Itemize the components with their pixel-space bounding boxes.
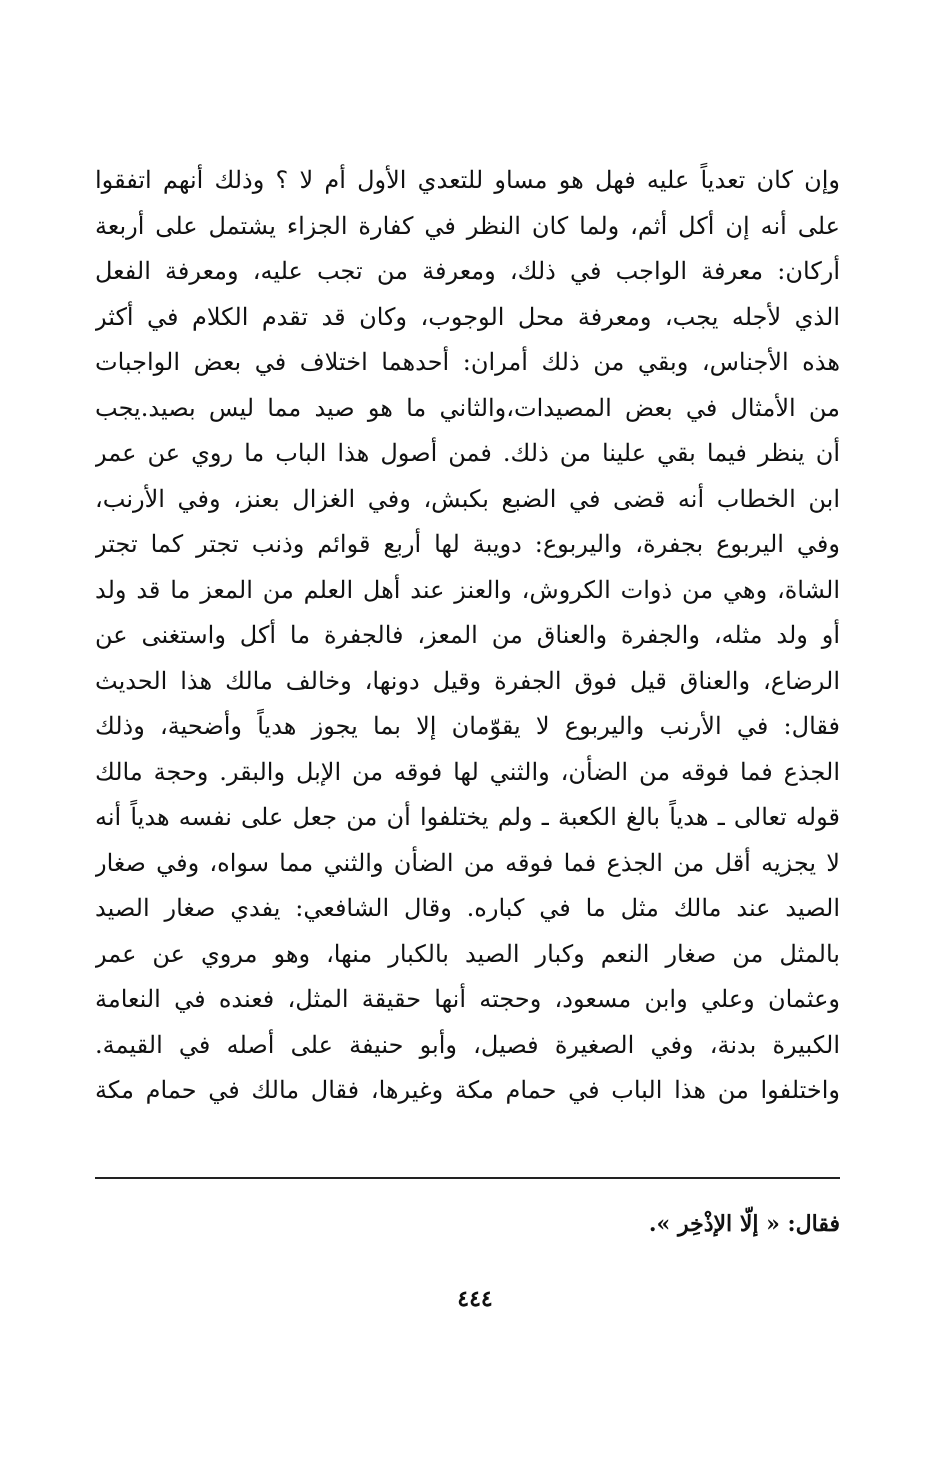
- text-line: على أنه إن أكل أثم، ولما كان النظر في كفارة الجزاء يشتمل على أربعة: [95, 211, 840, 240]
- text-line: أو ولد مثله، والجفرة والعناق من المعز، فالجفرة ما أكل واستغنى عن: [95, 621, 840, 649]
- text-line: واختلفوا من هذا الباب في حمام مكة وغيرها، فقال مالك في حمام مكة: [95, 1076, 840, 1104]
- footnote-divider: [95, 1177, 840, 1179]
- text-line: وعثمان وعلي وابن مسعود، وحجته أنها حقيقة المثل، فعنده في النعامة: [95, 985, 840, 1013]
- text-line: بالمثل من صغار النعم وكبار الصيد بالكبار منها، وهو مروي عن عمر: [95, 939, 840, 968]
- text-line: الجذع فما فوقه من الضأن، والثني لها فوقه من الإبل والبقر. وحجة مالك: [95, 757, 840, 786]
- text-line: هذه الأجناس، وبقي من ذلك أمران: أحدهما اختلاف في بعض الواجبات: [95, 348, 840, 376]
- text-line: وإن كان تعدياً عليه فهل هو مساو للتعدي الأول أم لا ؟ وذلك أنهم اتفقوا: [95, 166, 840, 194]
- text-line: الشاة، وهي من ذوات الكروش، والعنز عند أهل العلم من المعز ما قد ولد: [95, 575, 840, 604]
- text-line: قوله تعالى ـ هدياً بالغ الكعبة ـ ولم يختلفوا أن من جعل على نفسه هدياً أنه: [95, 803, 840, 831]
- text-line: ابن الخطاب أنه قضى في الضبع بكبش، وفي الغزال بعنز، وفي الأرنب،: [95, 484, 840, 513]
- footnote: فقال: « إلّا الإذْخِر ».: [648, 1211, 840, 1237]
- page-number: ٤٤٤: [457, 1286, 493, 1312]
- main-text-block: [95, 158, 840, 1114]
- text-line: وفي اليربوع بجفرة، واليربوع: دويبة لها أربع قوائم وذنب تجتر كما تجتر: [95, 530, 840, 558]
- text-line: الصيد عند مالك مثل ما في كباره. وقال الشافعي: يفدي صغار الصيد: [95, 894, 840, 922]
- text-line: من الأمثال في بعض المصيدات،والثاني ما هو صيد مما ليس بصيد.يجب: [95, 393, 840, 422]
- text-line: الكبيرة بدنة، وفي الصغيرة فصيل، وأبو حنيفة على أصله في القيمة.: [95, 1030, 840, 1059]
- text-line: لا يجزيه أقل من الجذع فما فوقه من الضأن والثني مما سواه، وفي صغار: [95, 848, 840, 877]
- text-line: الذي لأجله يجب، ومعرفة محل الوجوب، وكان قد تقدم الكلام في أكثر: [95, 302, 840, 331]
- text-line: أركان: معرفة الواجب في ذلك، ومعرفة من تجب عليه، ومعرفة الفعل: [95, 257, 840, 285]
- text-line: أن ينظر فيما بقي علينا من ذلك. فمن أصول هذا الباب ما روي عن عمر: [95, 439, 840, 467]
- text-line: فقال: في الأرنب واليربوع لا يقوّمان إلا بما يجوز هدياً وأضحية، وذلك: [95, 712, 840, 740]
- text-line: الرضاع، والعناق قيل فوق الجفرة وقيل دونها، وخالف مالك هذا الحديث: [95, 666, 840, 695]
